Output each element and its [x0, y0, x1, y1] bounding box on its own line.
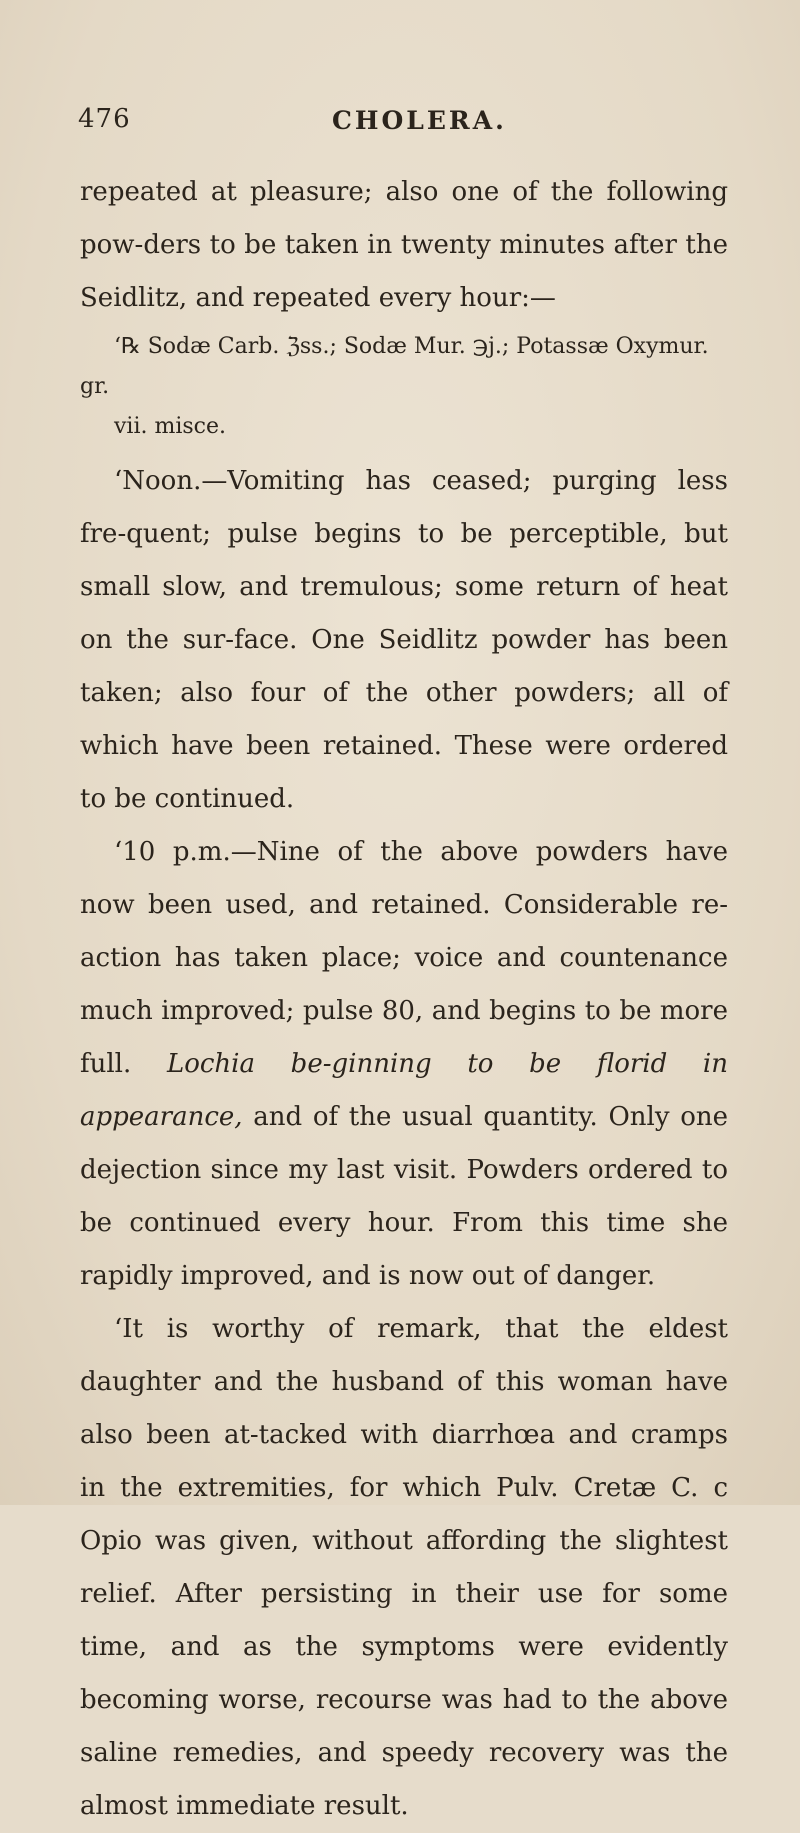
paragraph-1: repeated at pleasure; also one of the following pow-ders to be taken in twenty minutes after the Seidlitz, and repeated every hour:— [80, 177, 728, 313]
paragraph-noon: ‘Noon.—Vomiting has ceased; purging less fre-quent; pulse begins to be perceptible, but small slow, and tremulous; some return of heat on the sur-face. One Seidlitz powder has been taken; also four of the other powders; all of which have been retained. These were ordered to be continued. [80, 466, 728, 814]
page-header [78, 104, 722, 144]
paragraph-remark: ‘It is worthy of remark, that the eldest daughter and the husband of this woman have also been at-tacked with diarrhœa and cramps in the extremities, for which Pulv. Cretæ C. c Opio was given, without affording the slightest relief. After persisting in their use for some time, and as the symptoms were evidently becoming worse, recourse was had to the above saline remedies, and speedy recovery was the almost immediate result. [80, 1314, 728, 1821]
paragraph-10pm-part-1: ‘10 p.m.—Nine of the above powders have now been used, and retained. Considerable re-action has taken place; voice and countenance much improved; pulse 80, and begins to be more full. [80, 837, 728, 1079]
paragraph-10pm-part-2: and of the usual quantity. Only one dejection since my last visit. Powders ordered to be continued every hour. From this time she rapidly improved, and is now out of danger. [80, 1102, 728, 1291]
paragraph-10pm-italic: Lochia be-ginning to be florid in appearance, [80, 1049, 728, 1132]
formula-line-2: vii. misce. [114, 414, 227, 439]
body-text [80, 166, 728, 1833]
paragraph-10pm [80, 826, 728, 1303]
prescription-formula [80, 327, 728, 447]
formula-line-1: ‘℞ Sodæ Carb. ℨss.; Sodæ Mur. ℈j.; Potassæ Oxymur. gr. [80, 334, 709, 399]
running-head: CHOLERA. [332, 106, 507, 135]
page-number: 476 [78, 104, 131, 134]
